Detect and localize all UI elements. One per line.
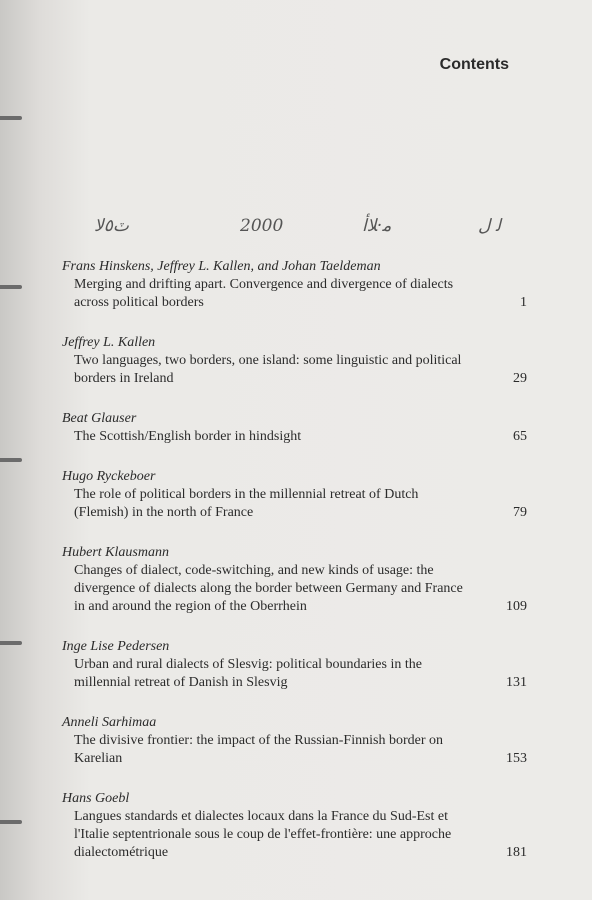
entry-page-number: 29: [513, 371, 527, 386]
toc-entry[interactable]: [62, 468, 527, 522]
binding-mark: [0, 285, 22, 289]
entry-author: Jeffrey L. Kallen: [62, 335, 156, 350]
entry-author: Frans Hinskens, Jeffrey L. Kallen, and Johan Taeldeman: [62, 259, 381, 274]
entry-title: Two languages, two borders, one island: some linguistic and political borders in Ireland: [74, 353, 462, 386]
handwritten-note: 2000: [240, 216, 284, 236]
handwritten-note: ﻟ ﻝ: [478, 216, 501, 236]
entry-page-number: 1: [520, 295, 527, 310]
toc-entry[interactable]: [62, 714, 527, 768]
entry-page-number: 79: [513, 505, 527, 520]
handwritten-note: ٽ٥ﻻ: [94, 216, 129, 236]
entry-page-number: 131: [506, 675, 527, 690]
contents-list: [62, 258, 527, 884]
binding-mark: [0, 641, 22, 645]
entry-author: Hubert Klausmann: [62, 545, 169, 560]
entry-title: Urban and rural dialects of Slesvig: political boundaries in the millennial retreat of Danish in Slesvig: [74, 657, 422, 690]
toc-entry[interactable]: [62, 638, 527, 692]
entry-title: The divisive frontier: the impact of the Russian-Finnish border on Karelian: [74, 733, 443, 766]
entry-page-number: 65: [513, 429, 527, 444]
entry-author: Hans Goebl: [62, 791, 130, 806]
binding-mark: [0, 820, 22, 824]
entry-author: Anneli Sarhimaa: [62, 715, 157, 730]
toc-entry[interactable]: [62, 334, 527, 388]
toc-entry[interactable]: [62, 790, 527, 862]
toc-entry[interactable]: [62, 544, 527, 616]
entry-title: The Scottish/English border in hindsight: [74, 429, 302, 444]
contents-heading: Contents: [439, 56, 509, 73]
handwritten-note: ﻣ·ﻼﺃ: [362, 216, 392, 236]
entry-page-number: 153: [506, 751, 527, 766]
toc-entry[interactable]: [62, 410, 527, 446]
binding-mark: [0, 458, 22, 462]
entry-title: Langues standards et dialectes locaux dans la France du Sud-Est et l'Italie septentrionale sous le coup de l'effet-frontière: une approche dialectométrique: [74, 809, 452, 860]
entry-title: Merging and drifting apart. Convergence and divergence of dialects across political borders: [74, 277, 454, 310]
entry-page-number: 109: [506, 599, 527, 614]
entry-title: Changes of dialect, code-switching, and new kinds of usage: the divergence of dialects along the border between Germany and France in and around the region of the Oberrhein: [74, 563, 463, 614]
binding-mark: [0, 116, 22, 120]
entry-title: The role of political borders in the millennial retreat of Dutch (Flemish) in the north of France: [74, 487, 419, 520]
toc-entry[interactable]: [62, 258, 527, 312]
entry-author: Hugo Ryckeboer: [62, 469, 156, 484]
entry-author: Beat Glauser: [62, 411, 137, 426]
entry-page-number: 181: [506, 845, 527, 860]
entry-author: Inge Lise Pedersen: [62, 639, 170, 654]
